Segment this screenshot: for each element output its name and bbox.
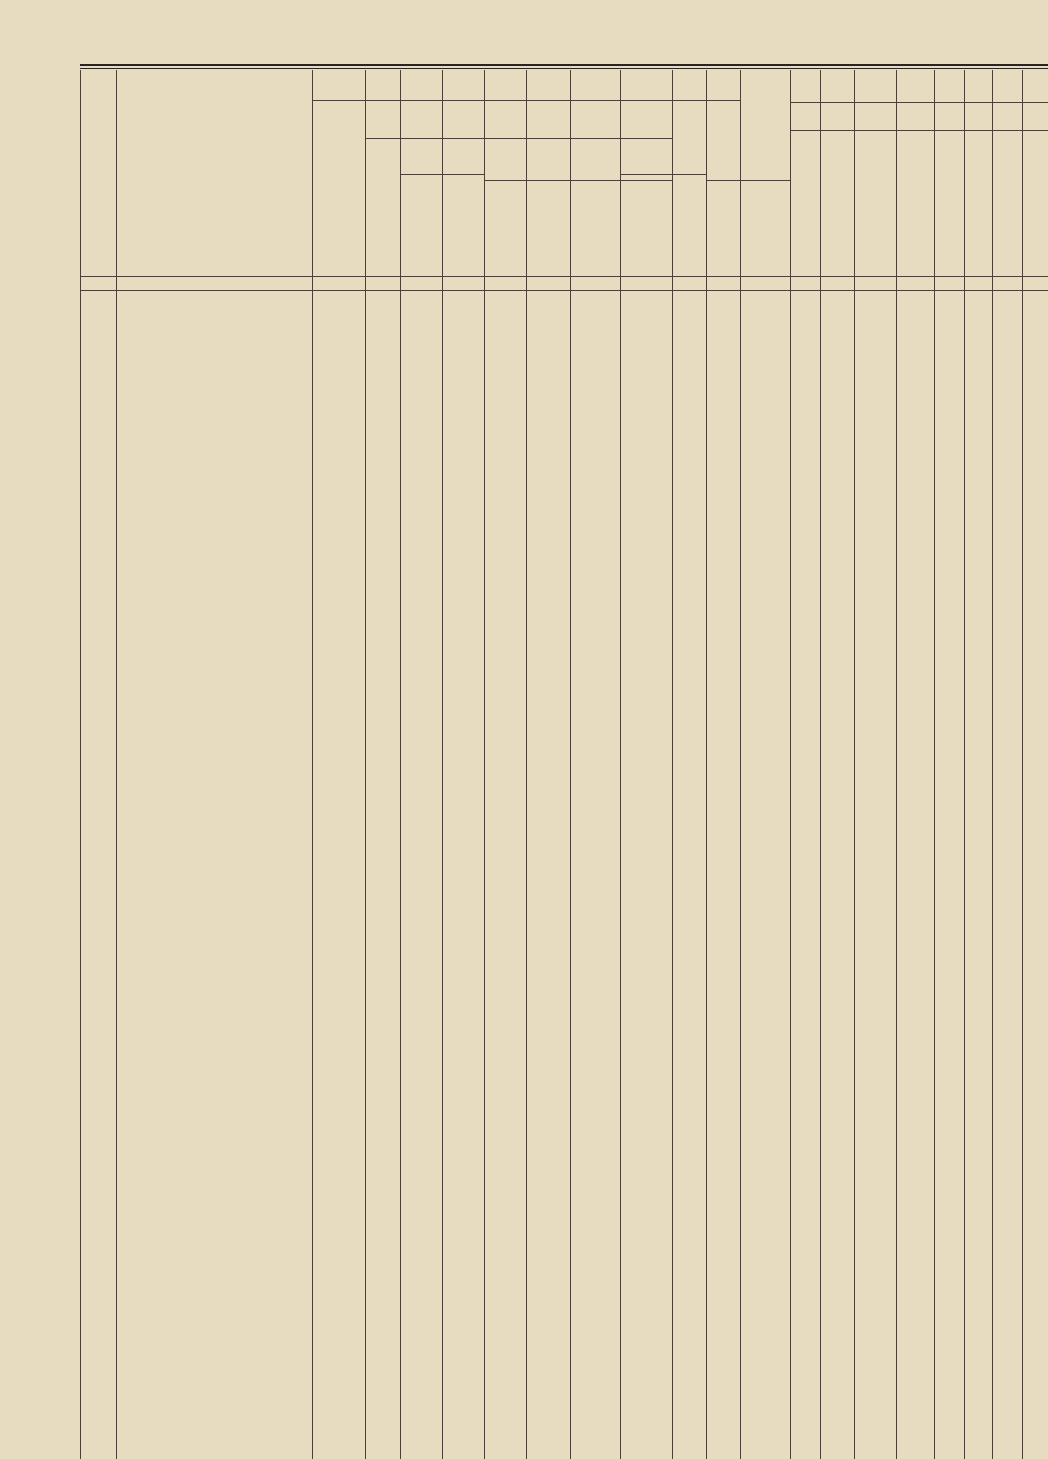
- header-rule: [80, 290, 1048, 291]
- col-sep: [620, 70, 621, 1459]
- col-sep: [934, 70, 935, 1459]
- col-sep: [964, 70, 965, 1459]
- top-rule-thin: [80, 68, 1048, 69]
- col-sep: [1022, 70, 1023, 1459]
- header-rule: [484, 180, 672, 181]
- header-rule: [706, 180, 790, 181]
- col-sep: [365, 70, 366, 1459]
- col-sep: [570, 70, 571, 1459]
- header-rule: [80, 276, 1048, 277]
- statistics-table: [80, 70, 1048, 1459]
- top-rule: [80, 64, 1048, 66]
- col-sep: [400, 70, 401, 1459]
- col-sep: [442, 70, 443, 1459]
- header-rule: [365, 138, 672, 139]
- col-sep: [116, 70, 117, 1459]
- col-sep: [312, 70, 313, 1459]
- col-sep: [992, 70, 993, 1459]
- header-rule: [620, 174, 706, 175]
- col-header-92: [966, 110, 990, 274]
- col-sep: [80, 70, 81, 1459]
- col-sep: [740, 70, 741, 1459]
- header-rule: [312, 100, 740, 101]
- col-sep: [706, 70, 707, 1459]
- header-rule: [400, 174, 484, 175]
- col-sep: [672, 70, 673, 1459]
- col-sep: [790, 70, 791, 1459]
- header-rule: [790, 130, 1048, 131]
- col-sep: [854, 70, 855, 1459]
- col-sep: [526, 70, 527, 1459]
- col-sep: [820, 70, 821, 1459]
- header-rule: [790, 102, 1048, 103]
- col-sep: [896, 70, 897, 1459]
- col-sep: [484, 70, 485, 1459]
